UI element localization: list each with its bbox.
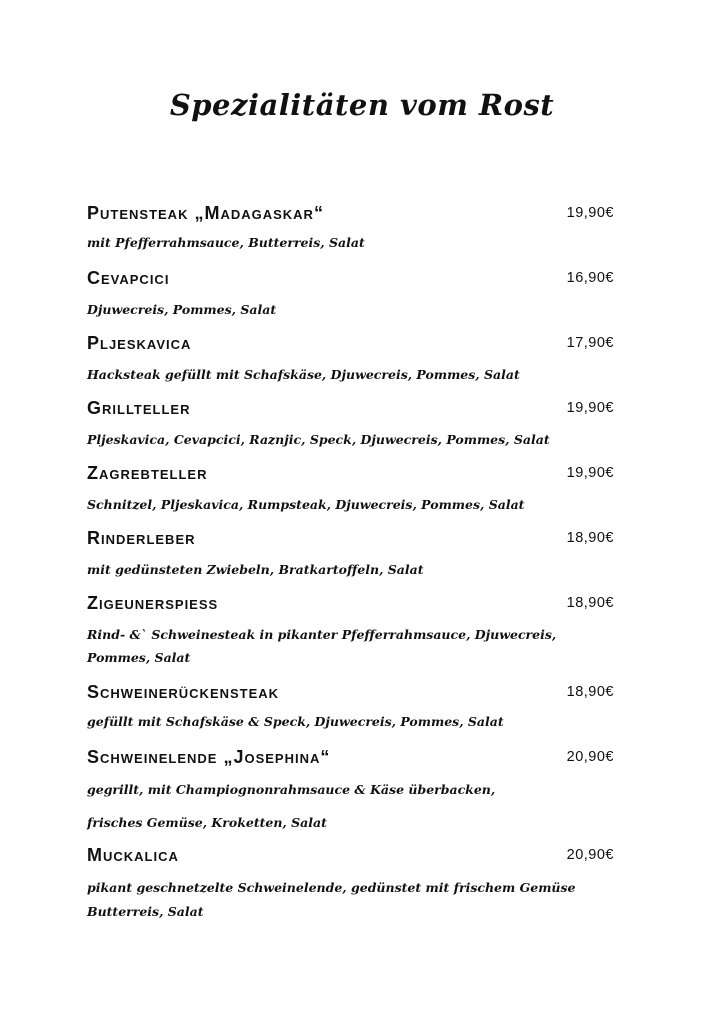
item-name: Schweinelende „Josephina“ xyxy=(87,747,331,767)
item-price: 19,90€ xyxy=(566,465,614,481)
item-name: Pljeskavica xyxy=(87,333,192,353)
item-description: Hacksteak gefüllt mit Schafskäse, Djuwecreis, Pommes, Salat xyxy=(87,367,520,382)
item-description: gefüllt mit Schafskäse & Speck, Djuwecreis, Pommes, Salat xyxy=(87,714,504,729)
item-price: 20,90€ xyxy=(566,847,614,863)
item-name: Schweinerückensteak xyxy=(87,682,280,702)
item-description: Rind- &` Schweinesteak in pikanter Pfefferrahmsauce, Djuwecreis, xyxy=(87,627,557,642)
item-description: mit Pfefferrahmsauce, Butterreis, Salat xyxy=(87,235,365,250)
item-description: pikant geschnetzelte Schweinelende, gedünstet mit frischem Gemüse xyxy=(87,880,576,895)
item-price: 18,90€ xyxy=(566,684,614,700)
item-description: Djuwecreis, Pommes, Salat xyxy=(87,302,277,317)
item-price: 20,90€ xyxy=(566,749,614,765)
page-title: Spezialitäten vom Rost xyxy=(169,88,555,122)
item-description: gegrillt, mit Champiognonrahmsauce & Käse überbacken, xyxy=(87,782,496,797)
item-name: Putensteak „Madagaskar“ xyxy=(87,203,324,223)
item-name: Zagrebteller xyxy=(87,463,208,483)
item-description: Schnitzel, Pljeskavica, Rumpsteak, Djuwecreis, Pommes, Salat xyxy=(87,497,525,512)
item-price: 18,90€ xyxy=(566,530,614,546)
item-description: Pljeskavica, Cevapcici, Raznjic, Speck, Djuwecreis, Pommes, Salat xyxy=(87,432,550,447)
item-price: 19,90€ xyxy=(566,400,614,416)
item-name: Rinderleber xyxy=(87,528,196,548)
item-description: frisches Gemüse, Kroketten, Salat xyxy=(87,815,327,830)
item-description: mit gedünsteten Zwiebeln, Bratkartoffeln, Salat xyxy=(87,562,424,577)
item-price: 19,90€ xyxy=(566,205,614,221)
item-name: Grillteller xyxy=(87,398,191,418)
item-price: 18,90€ xyxy=(566,595,614,611)
item-name: Muckalica xyxy=(87,845,179,865)
item-price: 16,90€ xyxy=(566,270,614,286)
item-price: 17,90€ xyxy=(566,335,614,351)
item-name: Zigeunerspiess xyxy=(87,593,219,613)
item-description: Butterreis, Salat xyxy=(87,904,204,919)
item-description: Pommes, Salat xyxy=(87,650,191,665)
item-name: Cevapcici xyxy=(87,268,170,288)
